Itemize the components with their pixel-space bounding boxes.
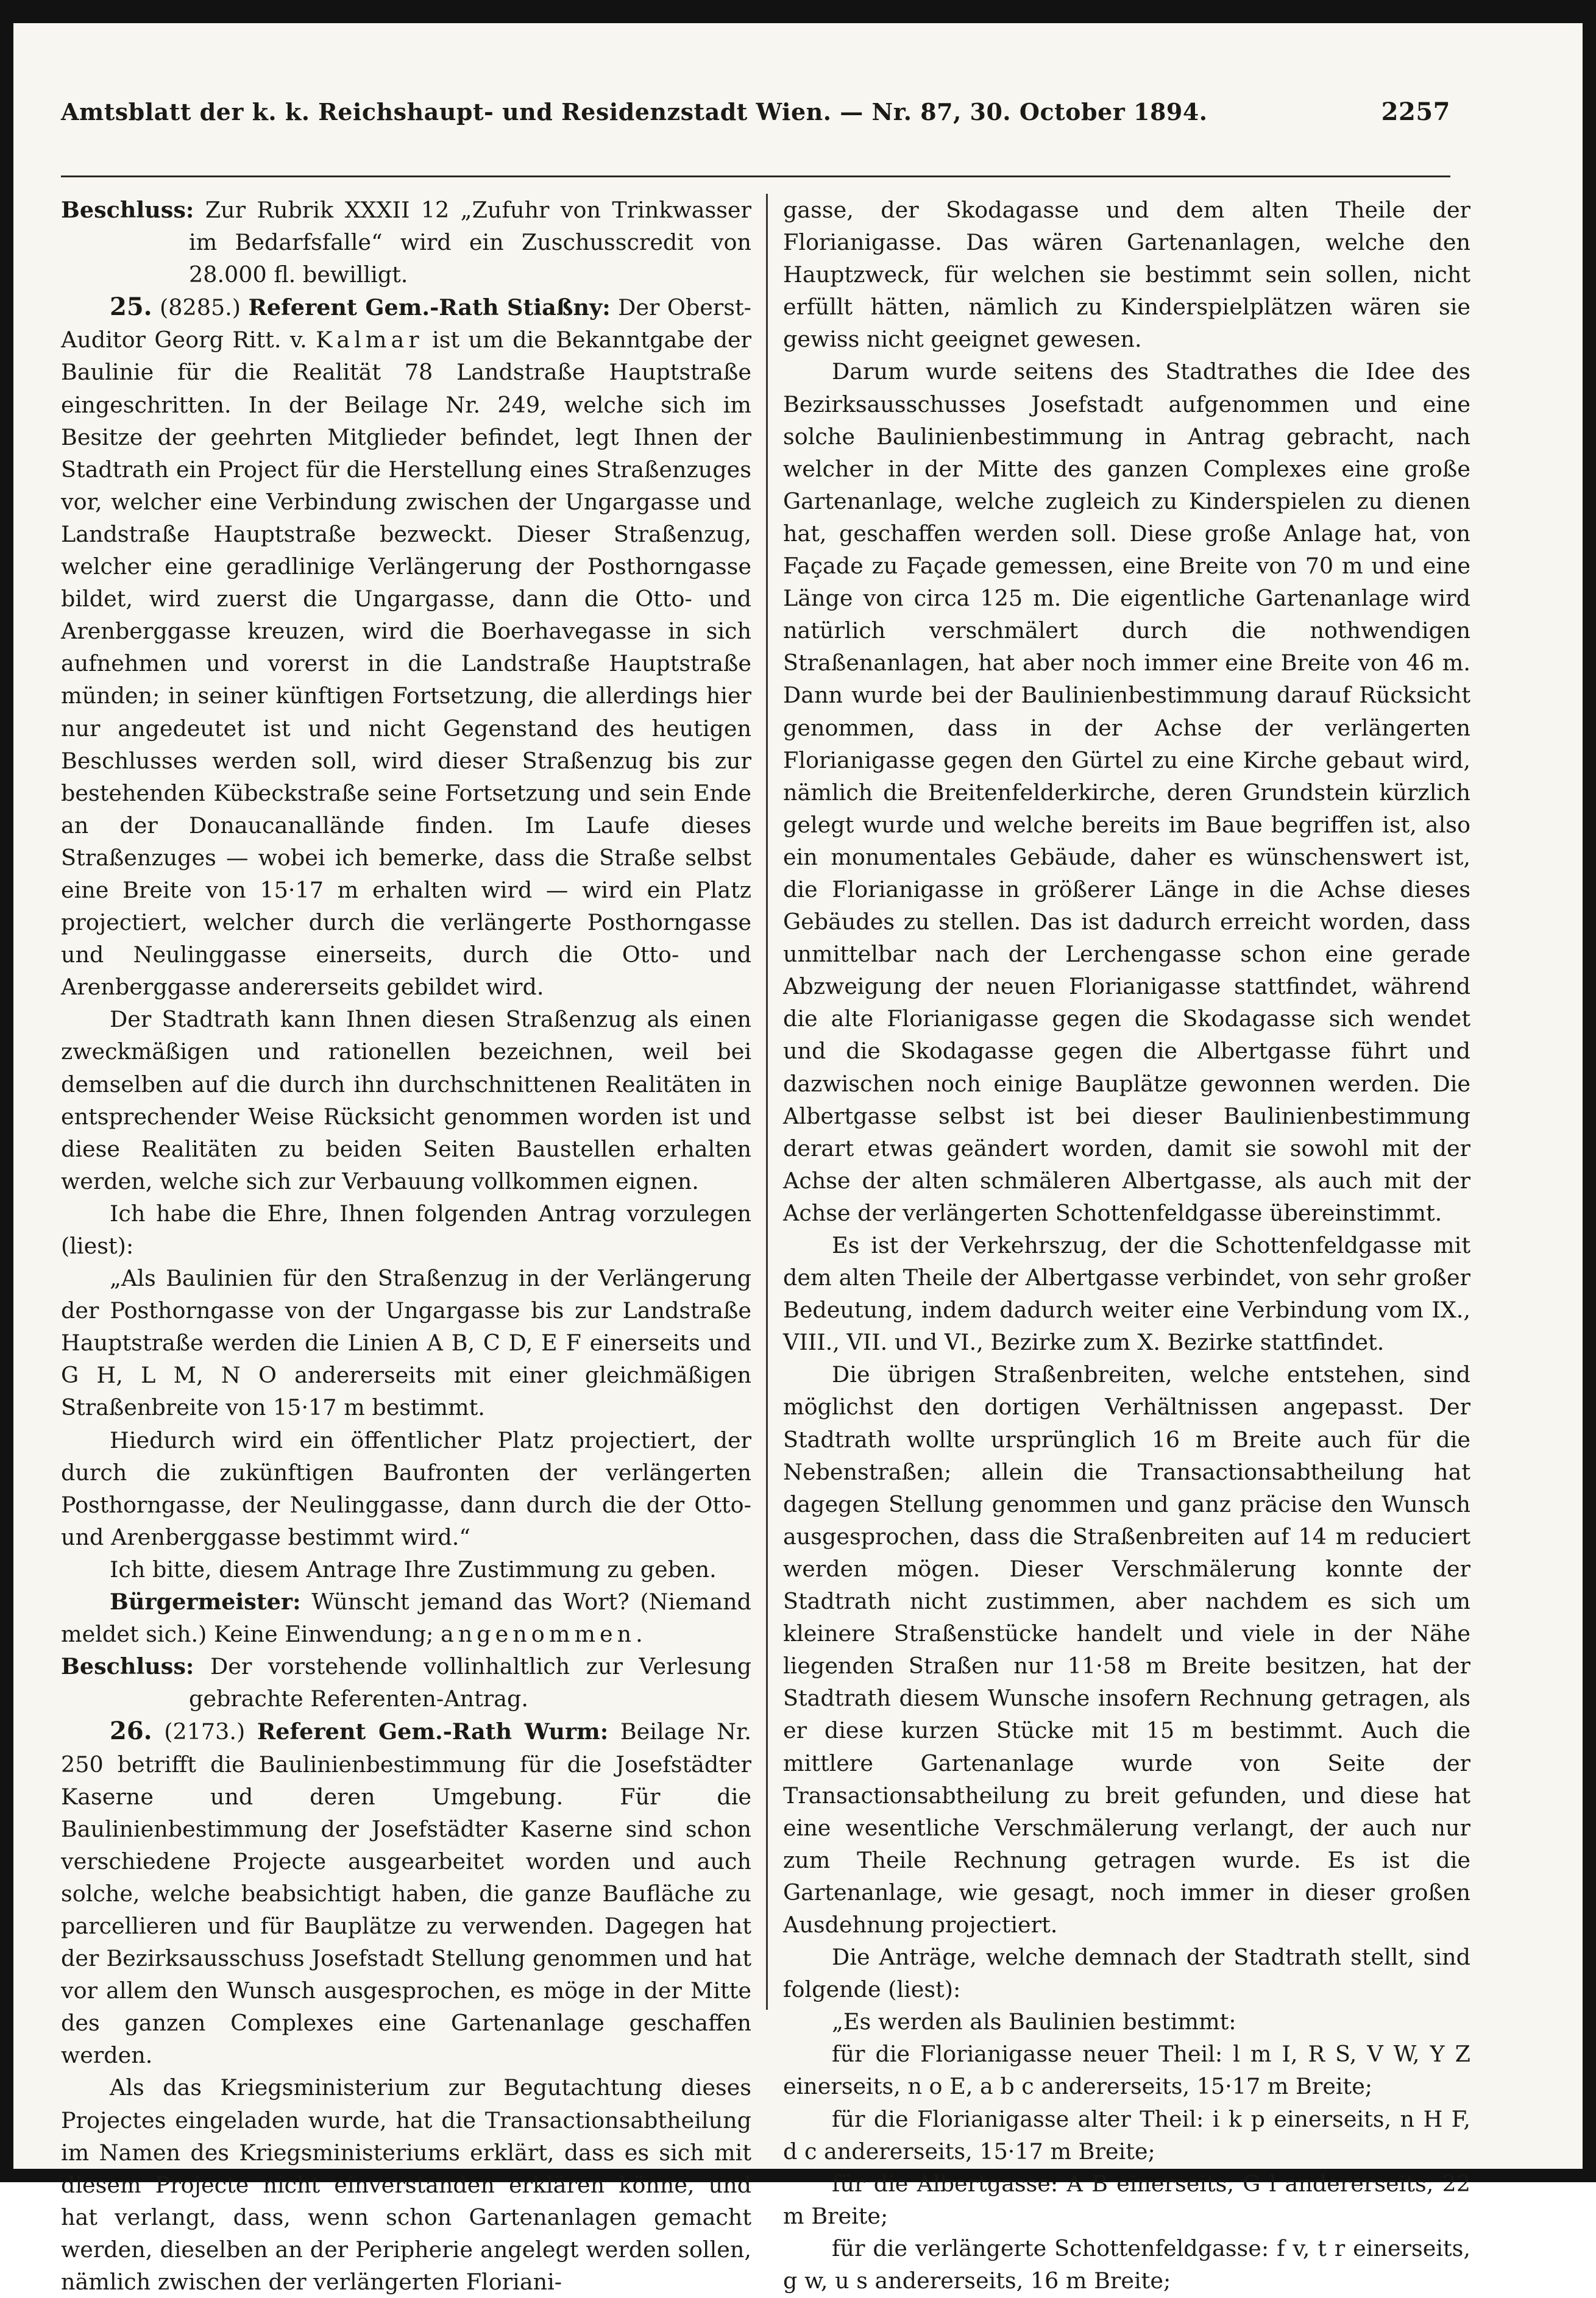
motion-quote: Hiedurch wird ein öffentlicher Platz projectiert, der durch die zukünftigen Baufronten der verlängerten Posthorngasse, der Neulinggasse, dann durch die der Otto- und Arenberggasse bestimmt wird.“ [61, 1427, 751, 1550]
motion-item: für die Florianigasse neuer Theil: l m I, R S, V W, Y Z einerseits, n o E, a b c andererseits, 15·17 m Breite; [783, 2041, 1470, 2100]
item-reference: (2173.) [164, 1718, 246, 1745]
resolution-paragraph [61, 1650, 751, 1715]
paragraph: Die Anträge, welche demnach der Stadtrath stellt, sind folgende (liest): [783, 1944, 1470, 2003]
speaker-label: Referent Gem.-Rath Wurm: [257, 1718, 609, 1745]
item-text: Beilage Nr. 250 betrifft die Baulinienbestimmung für die Josefstädter Kaserne und deren Umgebung. Für die Baulinienbestimmung der Josefstädter Kaserne sind schon verschiedene Projecte ausgearbeitet worden und auch solche, welche beabsichtigt haben, die ganze Baufläche zu parcellieren und für Bauplätze zu verwenden. Dagegen hat der Bezirksausschuss Josefstadt Stellung genommen und hat vor allem den Wunsch ausgesprochen, es möge in der Mitte des ganzen Complexes eine Gartenanlage geschaffen werden. [61, 1718, 751, 2069]
resolution-text: Der vorstehende vollinhaltlich zur Verlesung gebrachte Referenten-Antrag. [189, 1653, 751, 1712]
item-text-part-a: Der Oberst-Auditor Georg Ritt. v. [61, 294, 751, 353]
header-title: Amtsblatt der k. k. Reichshaupt- und Residenzstadt Wien. — Nr. 87, 30. October 1894. [61, 98, 1208, 126]
scan-top-bar [0, 0, 1596, 23]
resolution-label: Beschluss: [61, 197, 194, 223]
motion-item: für die Albertgasse: A B einerseits, G l andererseits, 22 m Breite; [783, 2170, 1470, 2229]
page-header [61, 98, 1450, 126]
paragraph: gasse, der Skodagasse und dem alten Theile der Florianigasse. Das wären Gartenanlagen, welche den Hauptzweck, für welchen sie bestimmt sein sollen, nicht erfüllt hätten, nämlich zu Kinderspielplätzen wären sie gewiss nicht geeignet gewesen. [783, 197, 1470, 353]
motion-item: für die verlängerte Schottenfeldgasse: f v, t r einerseits, g w, u s andererseits, 16 m Breite; [783, 2235, 1470, 2294]
item-26-paragraph [61, 1715, 751, 2071]
item-text-part-b: ist um die Bekanntgabe der Baulinie für die Realität 78 Landstraße Hauptstraße eingeschritten. In der Beilage Nr. 249, welche sich im Besitze der geehrten Mitglieder befindet, legt Ihnen der Stadtrath ein Project für die Herstellung eines Straßenzuges vor, welcher eine Verbindung zwischen der Ungargasse und Landstraße Hauptstraße bezweckt. Dieser Straßenzug, welcher eine geradlinige Verlängerung der Posthorngasse bildet, wird zuerst die Ungargasse, dann die Otto- und Arenberggasse kreuzen, wird die Boerhavegasse in sich aufnehmen und vorerst in die Landstraße Hauptstraße münden; in seiner künftigen Fortsetzung, die allerdings hier nur angedeutet ist und nicht Gegenstand des heutigen Beschlusses werden soll, wird dieser Straßenzug bis zur bestehenden Kübeckstraße seine Fortsetzung und sein Ende an der Donaucanallände finden. Im Laufe dieses Straßenzuges — wobei ich bemerke, dass die Straße selbst eine Breite von 15·17 m erhalten wird — wird ein Platz projectiert, welcher durch die verlängerte Posthorngasse und Neulinggasse einerseits, durch die Otto- und Arenberggasse andererseits gebildet wird. [61, 327, 751, 1001]
motion-quote: „Es werden als Baulinien bestimmt: [832, 2009, 1236, 2035]
column-divider [766, 194, 768, 2010]
item-number: 25. [110, 293, 152, 322]
item-reference: (8285.) [160, 294, 241, 321]
accepted-word: angenommen. [441, 1621, 647, 1648]
resolution-text: Zur Rubrik XXXII 12 „Zufuhr von Trinkwasser im Bedarfsfalle“ wird ein Zuschusscredit von 28.000 fl. bewilligt. [189, 197, 751, 288]
speaker-label: Referent Gem.-Rath Stiaßny: [248, 294, 611, 321]
item-number: 26. [110, 1717, 152, 1746]
paragraph: Es ist der Verkehrszug, der die Schottenfeldgasse mit dem alten Theile der Albertgasse verbindet, von sehr großer Bedeutung, indem dadurch weiter eine Verbindung vom IX., VIII., VII. und VI., Bezirke zum X. Bezirke stattfindet. [783, 1232, 1470, 1356]
item-25-paragraph [61, 291, 751, 1003]
header-rule [61, 176, 1450, 177]
motion-quote: „Als Baulinien für den Straßenzug in der Verlängerung der Posthorngasse von der Ungargasse bis zur Landstraße Hauptstraße werden die Linien A B, C D, E F einerseits und G H, L M, N O andererseits mit einer gleichmäßigen Straßenbreite von 15·17 m bestimmt. [61, 1265, 751, 1421]
paragraph: Ich habe die Ehre, Ihnen folgenden Antrag vorzulegen (liest): [61, 1200, 751, 1259]
paragraph: Ich bitte, diesem Antrage Ihre Zustimmung zu geben. [110, 1556, 717, 1583]
mayor-paragraph [61, 1586, 751, 1650]
right-column [783, 194, 1470, 2297]
resolution-label: Beschluss: [61, 1653, 194, 1680]
paragraph: Darum wurde seitens des Stadtrathes die Idee des Bezirksausschusses Josefstadt aufgenommen und eine solche Baulinienbestimmung in Antrag gebracht, nach welcher in der Mitte des ganzen Complexes eine große Gartenanlage, welche zugleich zu Kinderspielen zu dienen hat, geschaffen werden soll. Diese große Anlage hat, von Façade zu Façade gemessen, eine Breite von 70 m und eine Länge von circa 125 m. Die eigentliche Gartenanlage wird natürlich verschmälert durch die nothwendigen Straßenanlagen, hat aber noch immer eine Breite von 46 m. Dann wurde bei der Baulinienbestimmung darauf Rücksicht genommen, dass in der Achse der verlängerten Florianigasse gegen den Gürtel zu eine Kirche gebaut wird, nämlich die Breitenfelderkirche, deren Grundstein kürzlich gelegt wurde und welche bereits im Baue begriffen ist, also ein monumentales Gebäude, daher es wünschenswert ist, die Florianigasse in größerer Länge in die Achse dieses Gebäudes zu stellen. Das ist dadurch erreicht worden, dass unmittelbar nach der Lerchengasse schon eine gerade Abzweigung der neuen Florianigasse stattfindet, während die alte Florianigasse gegen die Skodagasse sich wendet und die Skodagasse gegen die Albertgasse führt und dazwischen noch einige Bauplätze gewonnen werden. Die Albertgasse selbst ist bei dieser Baulinienbestimmung derart etwas geändert worden, damit sie sowohl mit der Achse der alten schmäleren Albertgasse, als auch mit der Achse der verlängerten Schottenfeldgasse übereinstimmt. [783, 358, 1470, 1226]
paragraph: Die übrigen Straßenbreiten, welche entstehen, sind möglichst den dortigen Verhältnissen angepasst. Der Stadtrath wollte ursprünglich 16 m Breite auch für die Nebenstraßen; allein die Transactionsabtheilung hat dagegen Stellung genommen und ganz präcise den Wunsch ausgesprochen, dass die Straßenbreiten auf 14 m reduciert werden mögen. Dieser Verschmälerung konnte der Stadtrath nicht zustimmen, aber nachdem es sich um kleinere Straßenstücke handelt und viele in der Nähe liegenden Straßen nur 11·58 m Breite besitzen, hat der Stadtrath diesem Wunsche insofern Rechnung getragen, als er diese kurzen Stücke mit 15 m bestimmt. Auch die mittlere Gartenanlage wurde von Seite der Transactionsabtheilung zu breit gefunden, und diese hat eine wesentliche Verschmälerung verlangt, der auch nur zum Theile Rechnung getragen wurde. Es ist die Gartenanlage, wie gesagt, noch immer in dieser großen Ausdehnung projectiert. [783, 1361, 1470, 1938]
paragraph: Als das Kriegsministerium zur Begutachtung dieses Projectes eingeladen wurde, hat die Transactionsabtheilung im Namen des Kriegsministeriums erklärt, dass es sich mit diesem Projecte nicht einverstanden erklären könne, und hat verlangt, dass, wenn schon Gartenanlagen gemacht werden, dieselben an der Peripherie angelegt werden sollen, nämlich zwischen der verlängerten Floriani- [61, 2074, 751, 2295]
page-number: 2257 [1381, 98, 1450, 126]
motion-item: für die Florianigasse alter Theil: i k p einerseits, n H F, d c andererseits, 15·17 m Breite; [783, 2105, 1470, 2165]
paragraph: Der Stadtrath kann Ihnen diesen Straßenzug als einen zweckmäßigen und rationellen bezeichnen, weil bei demselben auf die durch ihn durchschnittenen Realitäten in entsprechender Weise Rücksicht genommen worden ist und diese Realitäten zu beiden Seiten Baustellen erhalten werden, welche sich zur Verbauung vollkommen eignen. [61, 1006, 751, 1194]
resolution-paragraph [61, 194, 751, 291]
person-name: Kalmar [316, 327, 424, 353]
mayor-text: Wünscht jemand das Wort? (Niemand meldet sich.) Keine Einwendung; [61, 1589, 751, 1648]
mayor-label: Bürgermeister: [110, 1589, 301, 1615]
left-column [61, 194, 751, 2298]
